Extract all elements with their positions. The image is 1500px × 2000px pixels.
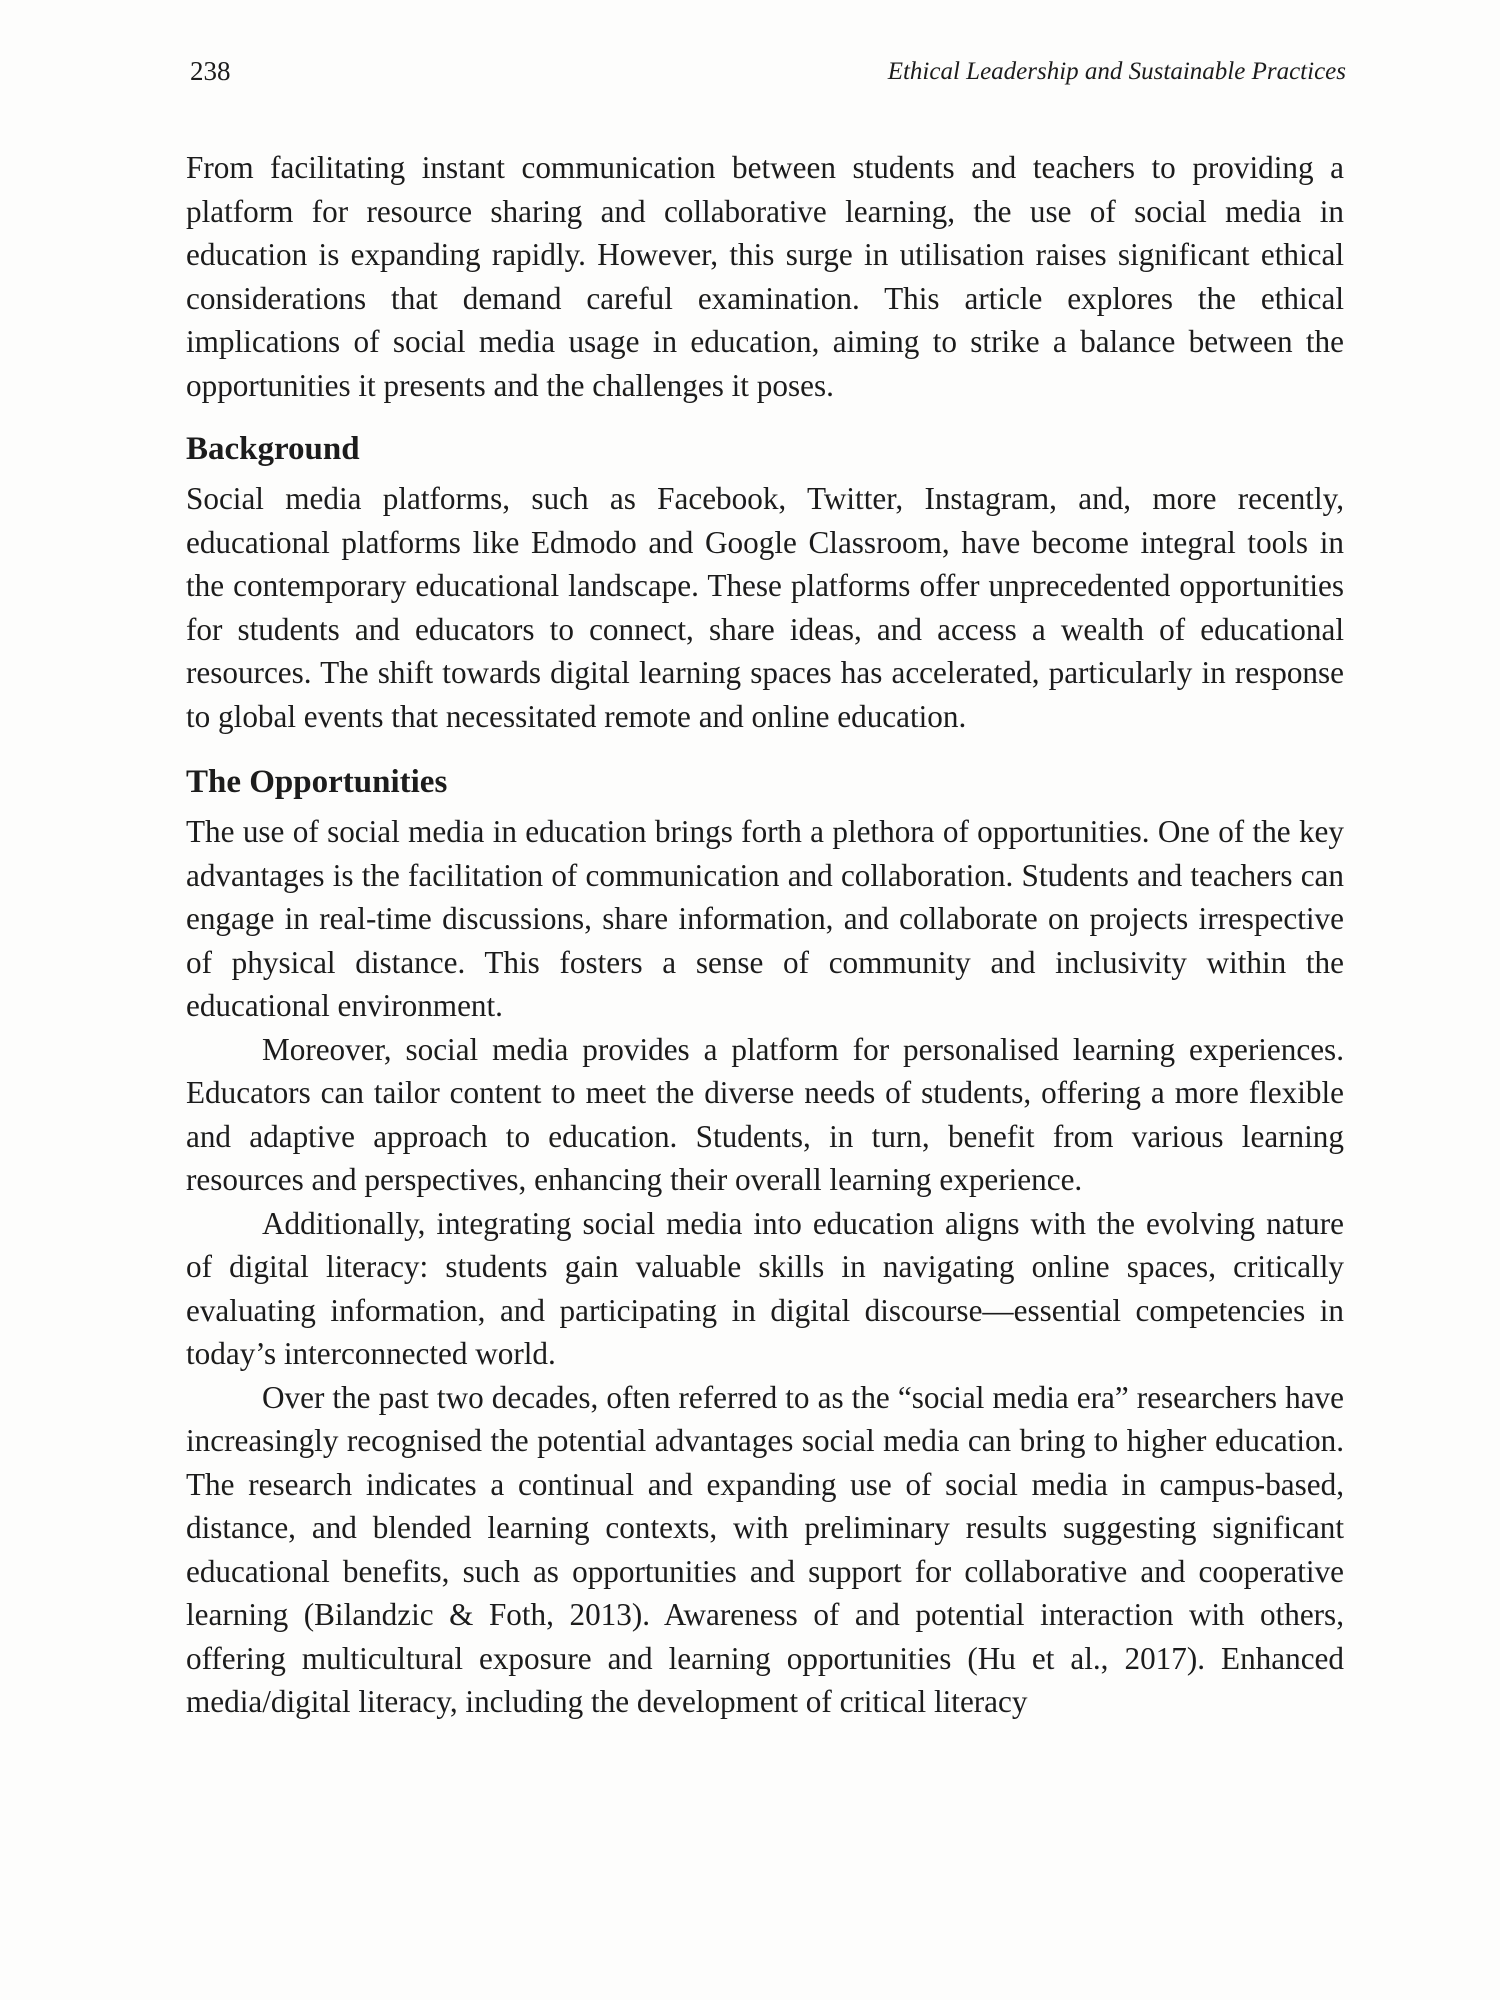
- page-number: 238: [190, 56, 231, 86]
- opportunities-paragraph-4: Over the past two decades, often referred to as the “social media era” researchers have increasingly recognised the potential advantages social media can bring to higher education. The research indicates a continual and expanding use of social media in campus-based, distance, and blended learning contexts, with preliminary results suggesting significant educational benefits, such as opportunities and support for collaborative and cooperative learning (Bilandzic & Foth, 2013). Awareness of and potential interaction with others, offering multicultural exposure and learning opportunities (Hu et al., 2017). Enhanced media/digital literacy, including the development of critical literacy: [186, 1379, 1344, 1719]
- section-heading-background: Background: [186, 431, 360, 467]
- opportunities-paragraph-3: Additionally, integrating social media into education aligns with the evolving nature of digital literacy: students gain valuable skills in navigating online spaces, critically evaluating information, and participating in digital discourse—essential competencies in today’s interconnected world.: [186, 1205, 1344, 1371]
- opportunities-paragraph-1: The use of social media in education brings forth a plethora of opportunities. One of the key advantages is the facilitation of communication and collaboration. Students and teachers can engage in real-time discussions, share information, and collaborate on projects irrespective of physical distance. This fosters a sense of community and inclusivity within the educational environment.: [186, 814, 1344, 1023]
- running-header: [190, 56, 1346, 96]
- opportunities-paragraph-2: Moreover, social media provides a platform for personalised learning experiences. Educators can tailor content to meet the diverse needs of students, offering a more flexible and adaptive approach to education. Students, in turn, benefit from various learning resources and perspectives, enhancing their overall learning experience.: [186, 1031, 1344, 1197]
- intro-paragraph: From facilitating instant communication between students and teachers to providing a platform for resource sharing and collaborative learning, the use of social media in education is expanding rapidly. However, this surge in utilisation raises significant ethical considerations that demand careful examination. This article explores the ethical implications of social media usage in education, aiming to strike a balance between the opportunities it presents and the challenges it poses.: [186, 150, 1344, 403]
- background-paragraph: Social media platforms, such as Facebook, Twitter, Instagram, and, more recently, educational platforms like Edmodo and Google Classroom, have become integral tools in the contemporary educational landscape. These platforms offer unprecedented opportunities for students and educators to connect, share ideas, and access a wealth of educational resources. The shift towards digital learning spaces has accelerated, particularly in response to global events that necessitated remote and online education.: [186, 481, 1344, 734]
- running-title: Ethical Leadership and Sustainable Practices: [887, 58, 1346, 85]
- page-body: [186, 146, 1344, 1724]
- section-heading-opportunities: The Opportunities: [186, 764, 448, 800]
